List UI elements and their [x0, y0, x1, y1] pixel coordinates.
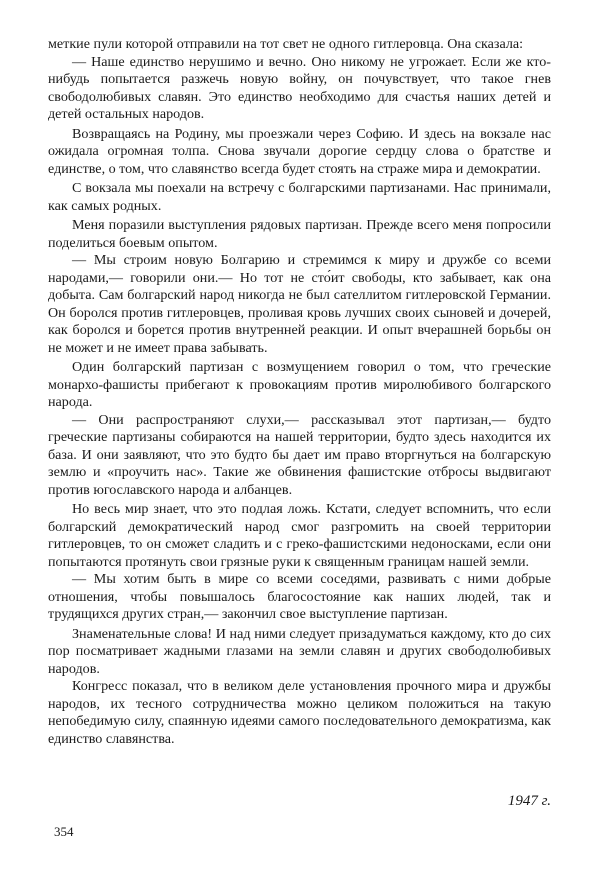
paragraph-2: — Наше единство нерушимо и вечно. Оно никому не угрожает. Если же кто-нибудь попытается разжечь новую войну, он почувствует, что такое гнев свободолюбивых славян. Это единство необходимо для счастья наших детей и детей остальных народов.	[48, 53, 551, 122]
dateline: 1947 г.	[507, 793, 551, 809]
paragraph-3: Возвращаясь на Родину, мы проезжали через Софию. И здесь на вокзале нас ожидала огромная толпа. Снова звучали дорогие сердцу слова о братстве и единстве, о том, что славянство всегда будет стоять на страже мира и демократии.	[48, 125, 551, 177]
paragraph-4: С вокзала мы поехали на встречу с болгарскими партизанами. Нас принимали, как самых родных.	[48, 180, 551, 214]
paragraph-9: Но весь мир знает, что это подлая ложь. Кстати, следует вспомнить, что если болгарский демократический народ смог разгромить на своей территории гитлеровцев, то он сможет сладить и с греко-фашистскими недоносками, если они попытаются протянуть свои грязные руки к священным границам нашей земли.	[48, 501, 551, 570]
paragraph-5: Меня поразили выступления рядовых партизан. Прежде всего меня попросили поделиться боевым опытом.	[48, 217, 551, 251]
paragraph-11: Знаменательные слова! И над ними следует призадуматься каждому, кто до сих пор посматривает жадными глазами на земли славян и других свободолюбивых народов.	[48, 625, 551, 677]
paragraph-7: Один болгарский партизан с возмущением говорил о том, что греческие монархо-фашисты прибегают к провокациям против миролюбивого болгарского народа.	[48, 359, 551, 410]
paragraph-6: — Мы строим новую Болгарию и стремимся к миру и дружбе со всеми народами,— говорили они.— Но тот не сто́ит свободы, кто забывает, как она добыта. Сам болгарский народ никогда не был сателлитом гитлеровской Германии. Он боролся против гитлеровцев, проливая кровь лучших своих сыновей и дочерей, как боролся и борется против внутренней реакции. И опыт вчерашней борьбы он не может и не имеет права забывать.	[48, 252, 551, 356]
paragraph-12: Конгресс показал, что в великом деле установления прочного мира и дружбы народов, их тесного сотрудничества можно целиком положиться на такую непобедимую силу, спаянную идеями самого последовательного демократизма, как единство славянства.	[48, 678, 551, 747]
page-body	[48, 36, 551, 748]
page-number: 354	[54, 824, 74, 839]
paragraph-1: меткие пули которой отправили на тот свет не одного гитлеровца. Она сказала:	[48, 36, 524, 52]
paragraph-8: — Они распространяют слухи,— рассказывал этот партизан,— будто греческие партизаны собираются на нашей территории, будто здесь находится их база. И они заявляют, что это будто бы дает им право вторгнуться на болгарскую землю и «проучить нас». Такие же обвинения фашистские отбросы выдвигают против югославского народа и албанцев.	[48, 411, 551, 498]
paragraph-10: — Мы хотим быть в мире со всеми соседями, развивать с ними добрые отношения, чтобы повышалось благосостояние как наших людей, так и трудящихся других стран,— закончил свое выступление партизан.	[48, 571, 551, 622]
